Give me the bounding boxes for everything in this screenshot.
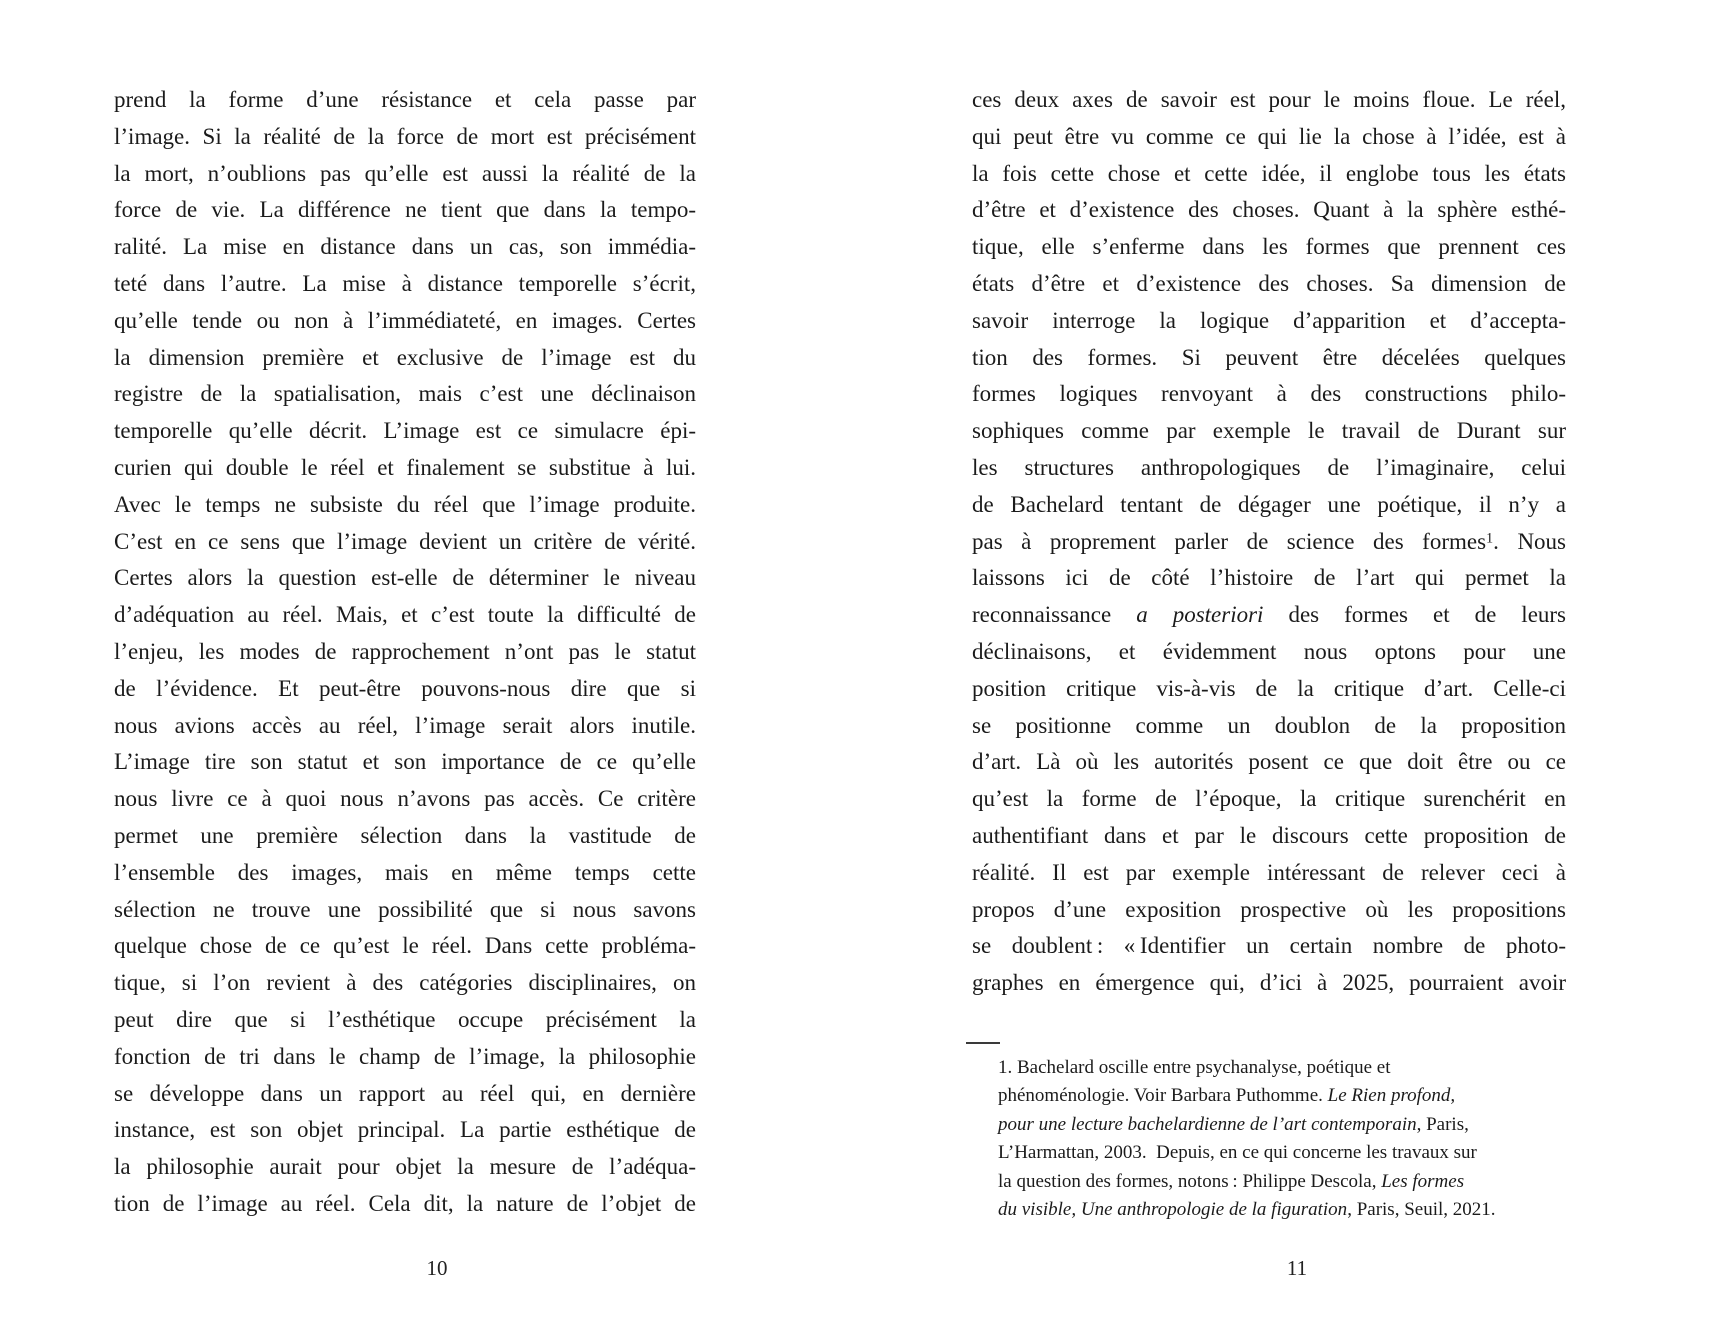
text-line: registre de la spatialisation, mais c’est une déclinaison [114,381,696,407]
text-line: se développe dans un rapport au réel qui, en dernière [114,1080,696,1106]
text-line: Certes alors la question est-elle de déterminer le niveau [114,565,696,591]
text-line: réalité. Il est par exemple intéressant de relever ceci à [972,859,1566,885]
page-number-left: 10 [426,1256,448,1280]
text-line: teté dans l’autre. La mise à distance temporelle s’écrit, [114,270,696,296]
text-line: instance, est son objet principal. La partie esthétique de [114,1117,696,1143]
left-page [114,82,696,1223]
text-line: la question des formes, notons : Philippe Descola, Les formes [998,1170,1465,1192]
text-line: peut dire que si l’esthétique occupe précisément la [114,1006,696,1032]
text-line: phénoménologie. Voir Barbara Puthomme. Le Rien profond, [998,1085,1456,1107]
text-line: nous avions accès au réel, l’image serait alors inutile. [114,712,696,738]
text-line: qu’elle tende ou non à l’immédiateté, en images. Certes [114,307,696,333]
text-line: se positionne comme un doublon de la proposition [972,712,1566,738]
text-line: formes logiques renvoyant à des constructions philo- [972,381,1566,407]
text-line: fonction de tri dans le champ de l’image, la philosophie [114,1043,696,1069]
text-line: propos d’une exposition prospective où les propositions [972,896,1566,922]
text-line: la fois cette chose et cette idée, il englobe tous les états [972,160,1566,186]
text-line: du visible, Une anthropologie de la figuration, Paris, Seuil, 2021. [998,1199,1496,1221]
text-line: temporelle qu’elle décrit. L’image est ce simulacre épi- [114,418,696,444]
text-line: d’être et d’existence des choses. Quant à la sphère esthé- [972,197,1566,223]
text-line: la dimension première et exclusive de l’image est du [114,344,696,370]
text-line: pas à proprement parler de science des formes$^1$. Nous [972,528,1566,554]
text-line: la mort, n’oublions pas qu’elle est aussi la réalité de la [114,160,696,186]
text-line: authentifiant dans et par le discours cette proposition de [972,822,1566,848]
text-line: position critique vis-à-vis de la critique d’art. Celle-ci [972,675,1566,701]
text-line: les structures anthropologiques de l’imaginaire, celui [972,454,1566,480]
text-line: de l’évidence. Et peut-être pouvons-nous dire que si [114,675,696,701]
text-line: nous livre ce à quoi nous n’avons pas accès. Ce critère [114,786,696,812]
footnote-rule [966,1042,1000,1044]
text-line: d’adéquation au réel. Mais, et c’est toute la difficulté de [114,602,696,628]
page-number-right: 11 [1286,1256,1308,1280]
text-line: Avec le temps ne subsiste du réel que l’image produite. [114,491,696,517]
text-line: tique, elle s’enferme dans les formes que prennent ces [972,234,1566,260]
text-line: reconnaissance a posteriori des formes et de leurs [972,602,1567,628]
text-line: curien qui double le réel et finalement se substitue à lui. [114,454,696,480]
text-line: qu’est la forme de l’époque, la critique surenchérit en [972,786,1566,812]
text-line: graphes en émergence qui, d’ici à 2025, pourraient avoir [972,970,1566,996]
text-line: prend la forme d’une résistance et cela passe par [114,87,696,112]
footnote [972,1054,1566,1225]
text-line: d’art. Là où les autorités posent ce que doit être ou ce [972,749,1566,775]
text-line: 1. Bachelard oscille entre psychanalyse, poétique et [998,1056,1391,1078]
right-page [972,82,1566,1225]
text-line: permet une première sélection dans la vastitude de [114,822,696,848]
text-line: L’image tire son statut et son importance de ce qu’elle [114,749,696,775]
text-line: savoir interroge la logique d’apparition et d’accepta- [972,307,1566,333]
text-line: de Bachelard tentant de dégager une poétique, il n’y a [972,491,1566,517]
text-line: ralité. La mise en distance dans un cas, son immédia- [114,234,696,260]
text-line: sélection ne trouve une possibilité que si nous savons [114,896,696,922]
text-line: l’ensemble des images, mais en même temps cette [114,859,696,885]
text-line: sophiques comme par exemple le travail de Durant sur [972,418,1566,444]
text-line: qui peut être vu comme ce qui lie la chose à l’idée, est à [972,123,1566,149]
text-line: tique, si l’on revient à des catégories disciplinaires, on [114,970,696,996]
text-line: L’Harmattan, 2003. Depuis, en ce qui concerne les travaux sur [998,1142,1477,1164]
text-line: l’enjeu, les modes de rapprochement n’ont pas le statut [114,638,696,664]
text-line: se doublent : « Identifier un certain nombre de photo- [972,933,1566,959]
text-line: états d’être et d’existence des choses. Sa dimension de [972,270,1566,296]
text-line: laissons ici de côté l’histoire de l’art qui permet la [972,565,1566,591]
text-line: C’est en ce sens que l’image devient un critère de vérité. [114,528,696,554]
text-line: déclinaisons, et évidemment nous optons pour une [972,638,1566,664]
text-line: force de vie. La différence ne tient que dans la tempo- [114,197,696,223]
text-line: quelque chose de ce qu’est le réel. Dans cette probléma- [114,933,696,959]
text-line: l’image. Si la réalité de la force de mort est précisément [114,123,696,149]
left-page-text [114,82,696,1223]
text-line: pour une lecture bachelardienne de l’art contemporain, Paris, [998,1113,1469,1135]
text-line: tion de l’image au réel. Cela dit, la nature de l’objet de [114,1190,696,1216]
text-line: tion des formes. Si peuvent être décelées quelques [972,344,1566,370]
text-line: la philosophie aurait pour objet la mesure de l’adéqua- [114,1154,696,1180]
right-page-text [972,82,1566,1002]
text-line: ces deux axes de savoir est pour le moins floue. Le réel, [972,87,1566,112]
